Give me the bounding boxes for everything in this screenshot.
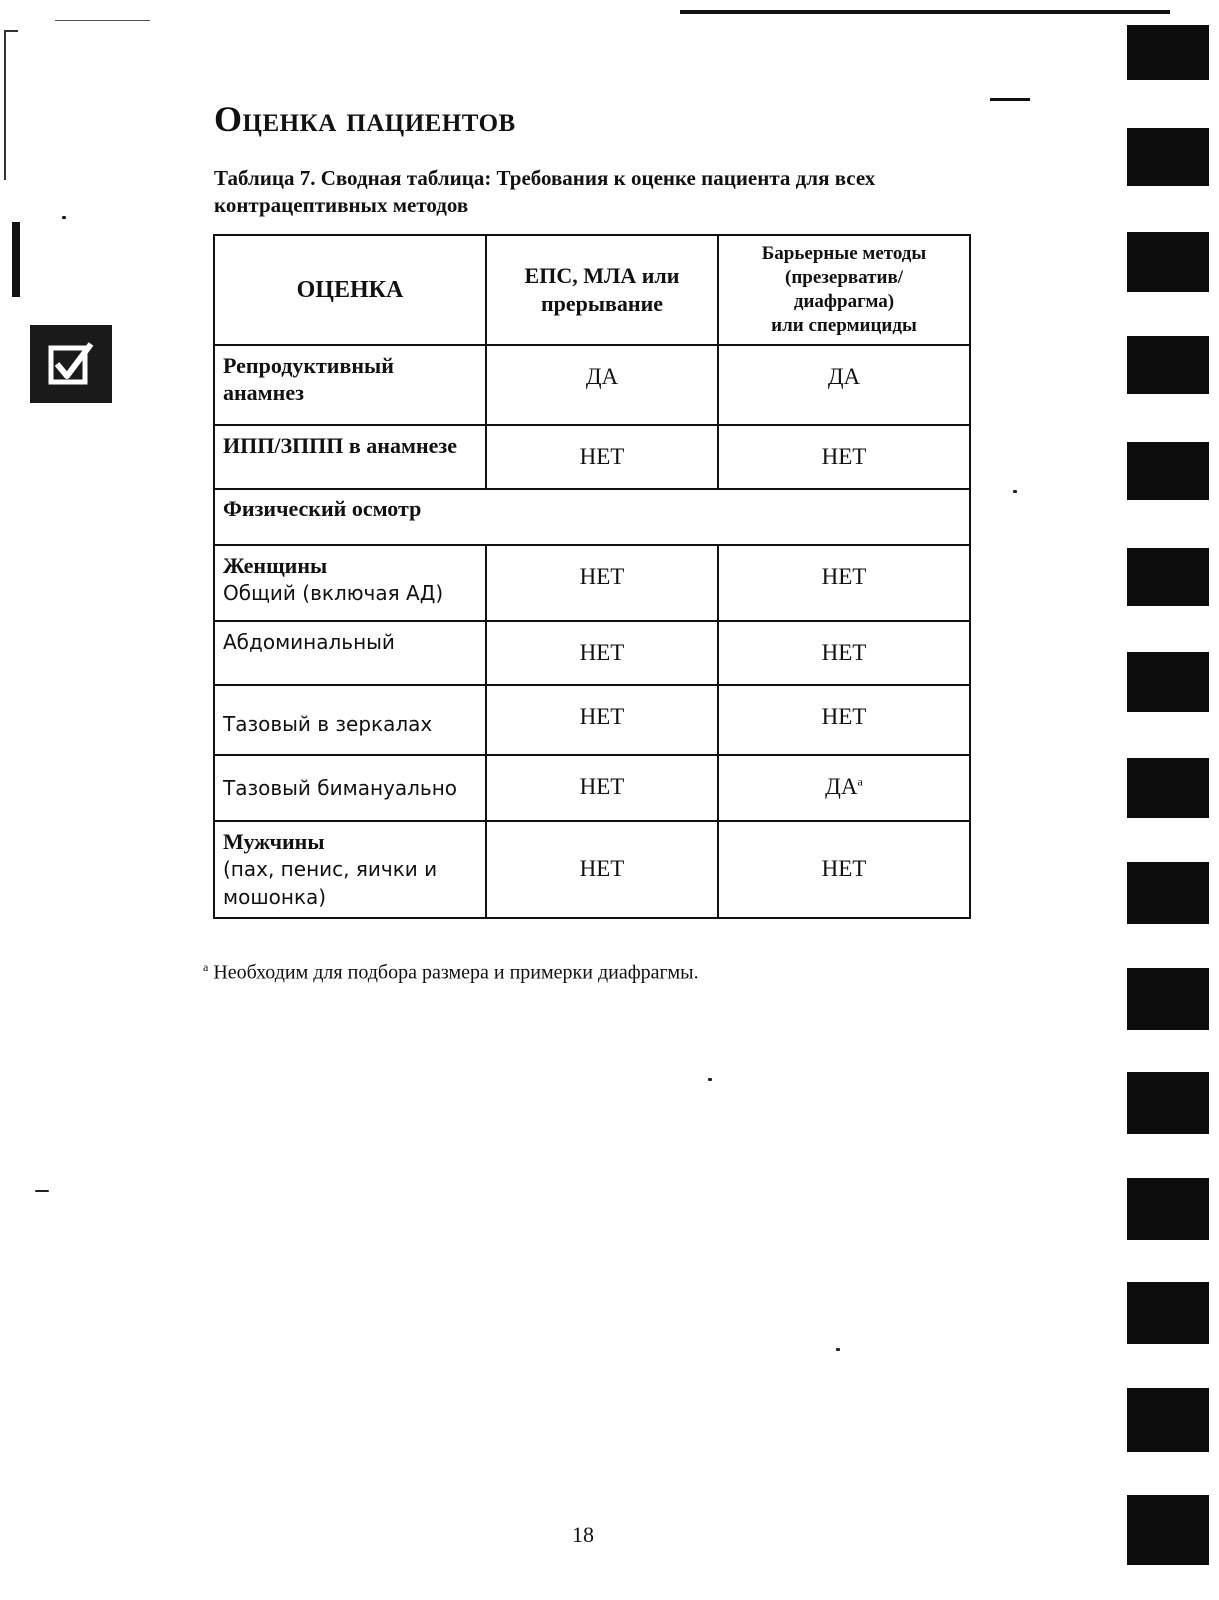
row-label: Тазовый в зеркалах <box>214 685 486 755</box>
column-header-barrier-line: (презерватив/ <box>785 267 903 288</box>
cell-value-with-note <box>718 755 970 821</box>
scan-speck <box>35 1190 49 1192</box>
table-row <box>214 685 970 755</box>
footnote-marker: a <box>203 960 209 974</box>
cell-value: НЕТ <box>486 821 718 918</box>
binding-tab <box>1127 1495 1209 1565</box>
row-label: Тазовый бимануально <box>214 755 486 821</box>
cell-value: НЕТ <box>486 425 718 489</box>
cell-value: НЕТ <box>718 545 970 621</box>
column-header-barrier-line: диафрагма) <box>793 291 895 312</box>
binding-tab <box>1127 652 1209 712</box>
page-number: 18 <box>572 1522 594 1547</box>
cell-value: ДА <box>718 345 970 425</box>
binding-tab <box>1127 758 1209 818</box>
page-title: Оценка пациентов <box>214 99 516 139</box>
scan-dash-right <box>990 98 1030 101</box>
binding-tab <box>1127 232 1209 292</box>
binding-tab <box>1127 442 1209 500</box>
scan-bracket <box>4 30 6 180</box>
column-header-assessment: ОЦЕНКА <box>214 235 486 345</box>
footnote <box>203 960 699 985</box>
scan-speck <box>62 216 66 219</box>
section-label: Физический осмотр <box>214 489 970 545</box>
cell-value: НЕТ <box>718 425 970 489</box>
cell-value: НЕТ <box>718 685 970 755</box>
table-row <box>214 545 970 621</box>
row-label: ИПП/ЗППП в анамнезе <box>214 425 486 489</box>
cell-value: НЕТ <box>486 545 718 621</box>
table-row <box>214 425 970 489</box>
binding-tab <box>1127 128 1209 186</box>
table-row <box>214 621 970 685</box>
table-caption: Таблица 7. Сводная таблица: Требования к оценке пациента для всех контрацептивных методов <box>214 166 876 217</box>
table-row <box>214 345 970 425</box>
row-label: Абдоминальный <box>214 621 486 685</box>
binding-tab <box>1127 25 1209 80</box>
binding-tab <box>1127 1178 1209 1240</box>
binding-tab <box>1127 548 1209 606</box>
column-header-barrier-line: Барьерные методы <box>761 243 927 264</box>
cell-value: НЕТ <box>718 621 970 685</box>
scan-rule-top-left <box>55 20 150 21</box>
scan-speck <box>1013 490 1017 493</box>
row-label: Репродуктивный анамнез <box>214 345 486 425</box>
scan-speck <box>708 1078 712 1081</box>
footnote-text: Необходим для подбора размера и примерки диафрагмы. <box>213 961 699 984</box>
row-label: Женщины <box>223 553 328 578</box>
cell-value: НЕТ <box>486 685 718 755</box>
row-sublabel: (пах, пенис, яички и мошонка) <box>223 857 438 909</box>
cell-value: НЕТ <box>486 621 718 685</box>
cell-value: ДА <box>486 345 718 425</box>
checklist-badge <box>30 325 112 403</box>
checkmark-icon <box>45 338 97 390</box>
binding-tab <box>1127 862 1209 924</box>
scan-speck <box>836 1348 840 1351</box>
cell-value: НЕТ <box>718 821 970 918</box>
row-label-group <box>214 545 486 621</box>
footnote-marker: a <box>857 774 863 789</box>
binding-tab <box>1127 968 1209 1030</box>
column-header-barrier <box>718 235 970 345</box>
spiral-binding <box>1059 0 1219 1600</box>
row-label: Мужчины <box>223 829 325 854</box>
assessment-table <box>213 234 971 919</box>
row-sublabel: Общий (включая АД) <box>223 581 444 605</box>
binding-tab <box>1127 336 1209 394</box>
row-label-group <box>214 821 486 918</box>
column-header-hormonal: ЕПС, МЛА или прерывание <box>486 235 718 345</box>
table-section-row <box>214 489 970 545</box>
cell-value: ДА <box>825 774 858 799</box>
column-header-barrier-line: или спермициды <box>771 315 917 336</box>
cell-value: НЕТ <box>486 755 718 821</box>
table-row <box>214 755 970 821</box>
binding-tab <box>1127 1388 1209 1452</box>
binding-tab <box>1127 1072 1209 1134</box>
table-row <box>214 821 970 918</box>
scan-bracket-top <box>4 30 18 32</box>
scan-bar-left <box>12 222 20 297</box>
table-header-row <box>214 235 970 345</box>
binding-tab <box>1127 1282 1209 1344</box>
